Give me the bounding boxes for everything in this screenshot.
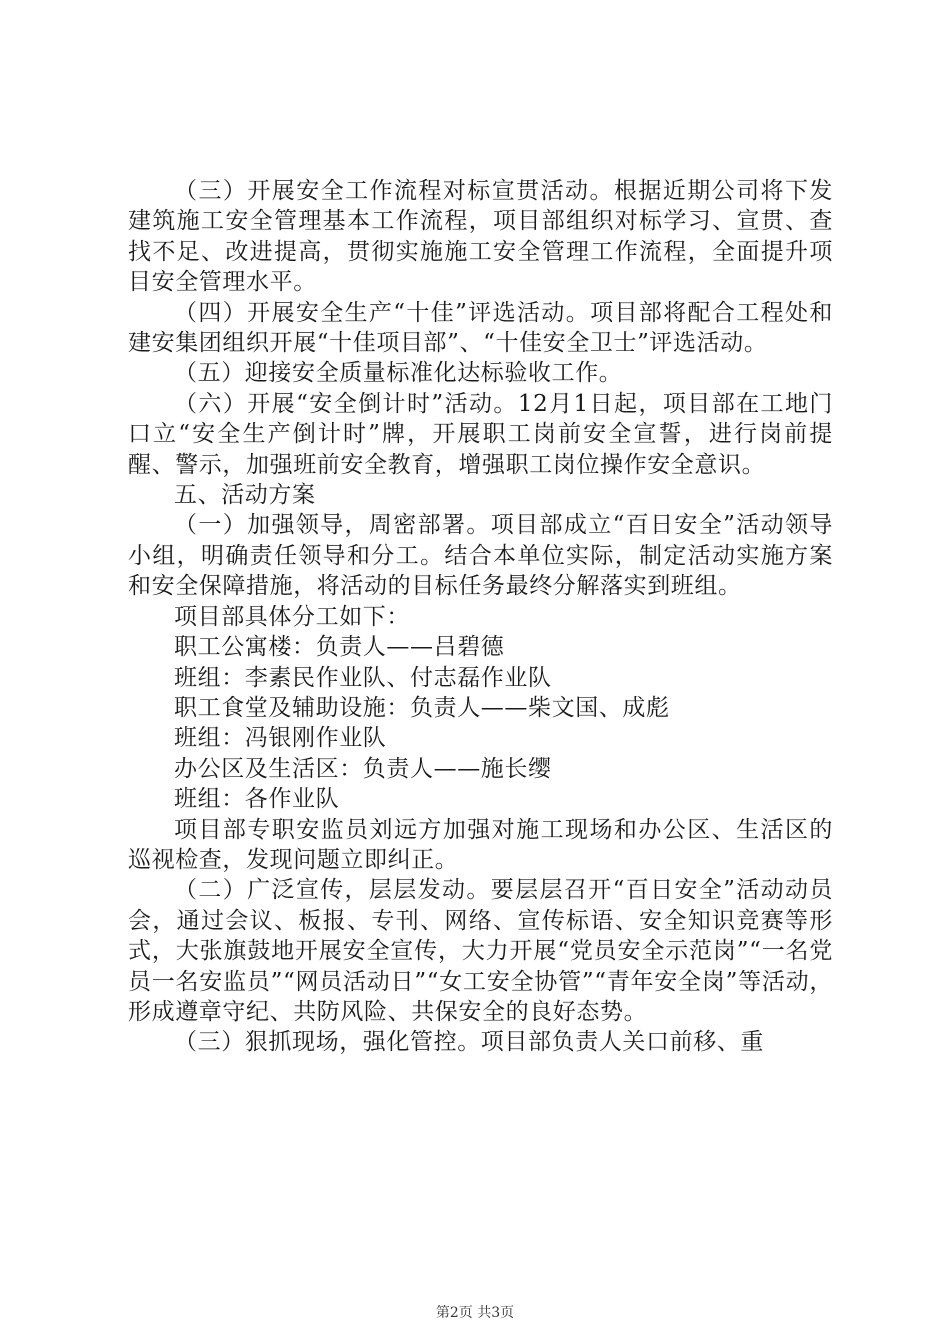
paragraph-activity-6: （六）开展“安全倒计时”活动。12月1日起，项目部在工地门口立“安全生产倒计时”牌，开展职工岗前安全宣誓，进行岗前提醒、警示，加强班前安全教育，增强职工岗位操作安全意识。 <box>128 390 833 478</box>
paragraph-plan-3: （三）狠抓现场，强化管控。项目部负责人关口前移、重 <box>174 1029 764 1056</box>
page-number-footer: 第2页 共3页 <box>435 1305 515 1321</box>
section-heading-5: 五、活动方案 <box>174 482 316 509</box>
paragraph-canteen-team: 班组：冯银刚作业队 <box>174 725 387 752</box>
paragraph-safety-inspector: 项目部专职安监员刘远方加强对施工现场和办公区、生活区的巡视检查，发现问题立即纠正。 <box>128 816 833 873</box>
paragraph-apartment-lead: 职工公寓楼：负责人——吕碧德 <box>174 634 505 661</box>
paragraph-apartment-team: 班组：李素民作业队、付志磊作业队 <box>174 664 552 691</box>
paragraph-division-intro: 项目部具体分工如下： <box>174 603 410 630</box>
paragraph-plan-2: （二）广泛宣传，层层发动。要层层召开“百日安全”活动动员会，通过会议、板报、专刊、网络、宣传标语、安全知识竞赛等形式，大张旗鼓地开展安全宣传，大力开展“党员安全示范岗”“一名党员一名安监员”“网员活动日”“女工安全协管”“青年安全岗”等活动，形成遵章守纪、共防风险、共保安全的良好态势。 <box>128 877 833 1025</box>
paragraph-office-team: 班组：各作业队 <box>174 786 340 813</box>
paragraph-activity-4: （四）开展安全生产“十佳”评选活动。项目部将配合工程处和建安集团组织开展“十佳项目部”、“十佳安全卫士”评选活动。 <box>128 299 833 357</box>
paragraph-activity-3: （三）开展安全工作流程对标宣贯活动。根据近期公司将下发建筑施工安全管理基本工作流程，项目部组织对标学习、宣贯、查找不足、改进提高，贯彻实施施工安全管理工作流程，全面提升项目安全管理水平。 <box>128 178 833 296</box>
paragraph-office-lead: 办公区及生活区：负责人——施长缨 <box>174 755 552 782</box>
document-body <box>128 176 833 1058</box>
paragraph-plan-1: （一）加强领导，周密部署。项目部成立“百日安全”活动领导小组，明确责任领导和分工。结合本单位实际，制定活动实施方案和安全保障措施，将活动的目标任务最终分解落实到班组。 <box>128 512 833 600</box>
paragraph-activity-5: （五）迎接安全质量标准化达标验收工作。 <box>174 360 623 387</box>
paragraph-canteen-lead: 职工食堂及辅助设施：负责人——柴文国、成彪 <box>174 694 670 721</box>
